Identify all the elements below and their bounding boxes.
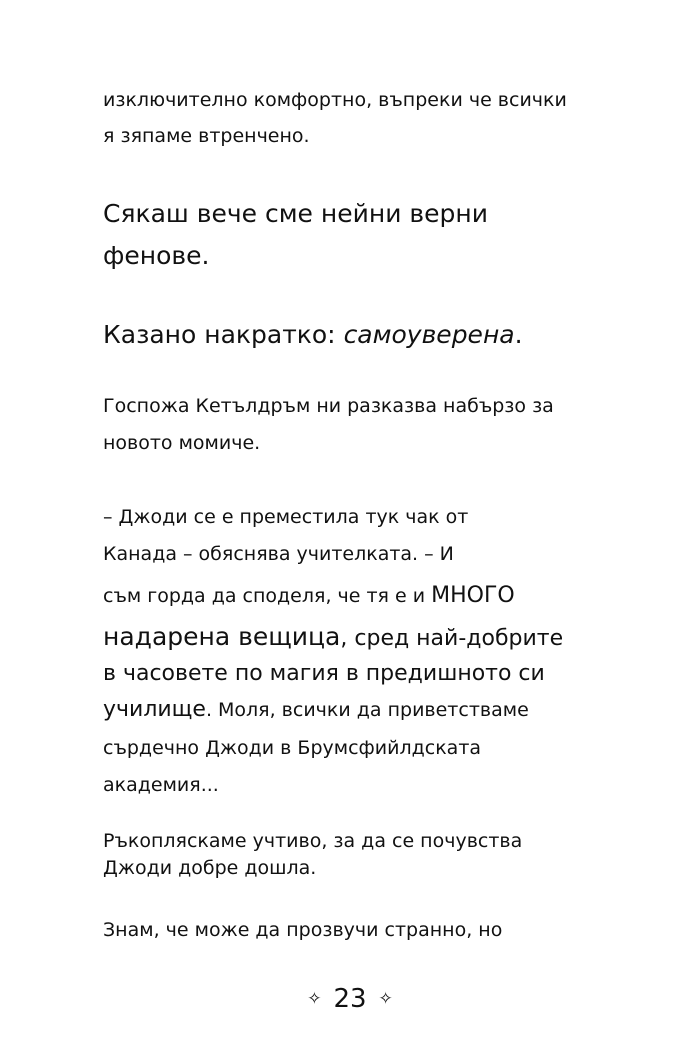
text-line <box>103 585 515 607</box>
page-number: 23 <box>333 984 367 1014</box>
star-ornament-icon: ✧ <box>307 989 322 1009</box>
text-line: изключително комфортно, въпреки че всички <box>103 89 567 111</box>
text-line-large <box>103 322 523 347</box>
text-span: . <box>514 320 523 349</box>
text-line-large: фенове. <box>103 241 210 270</box>
text-span: , сред най-добрите <box>340 626 564 651</box>
text-line: я зяпаме втренчено. <box>103 125 310 147</box>
text-line <box>103 624 563 650</box>
text-line: Джоди добре дошла. <box>103 857 317 879</box>
page-footer <box>0 986 700 1012</box>
emphasis-text: училище <box>103 697 206 722</box>
emphasis-text: самоуверена <box>343 320 515 349</box>
text-line: Ръкопляскаме учтиво, за да се почувства <box>103 830 523 852</box>
text-line-large: Сякаш вече сме нейни верни <box>103 199 488 228</box>
text-line: – Джоди се е преместила тук чак от <box>103 506 469 528</box>
text-span: . Моля, всички да приветстваме <box>205 699 529 721</box>
text-line: новото момиче. <box>103 432 261 454</box>
emphasis-text: МНОГО <box>431 583 515 608</box>
text-line: академия... <box>103 774 219 796</box>
text-line <box>103 699 529 721</box>
emphasis-text: надарена вещица <box>103 622 341 651</box>
text-line: Госпожа Кетълдръм ни разказва набързо за <box>103 395 554 417</box>
text-line: Канада – обяснява учителката. – И <box>103 543 454 565</box>
text-span: съм горда да споделя, че тя е и <box>103 585 432 607</box>
text-line: в часовете по магия в предишното си <box>103 661 545 686</box>
star-ornament-icon: ✧ <box>378 989 393 1009</box>
text-line: Знам, че може да прозвучи странно, но <box>103 919 503 941</box>
text-span: Казано накратко: <box>103 320 344 349</box>
text-line: сърдечно Джоди в Брумсфийлдската <box>103 737 482 759</box>
